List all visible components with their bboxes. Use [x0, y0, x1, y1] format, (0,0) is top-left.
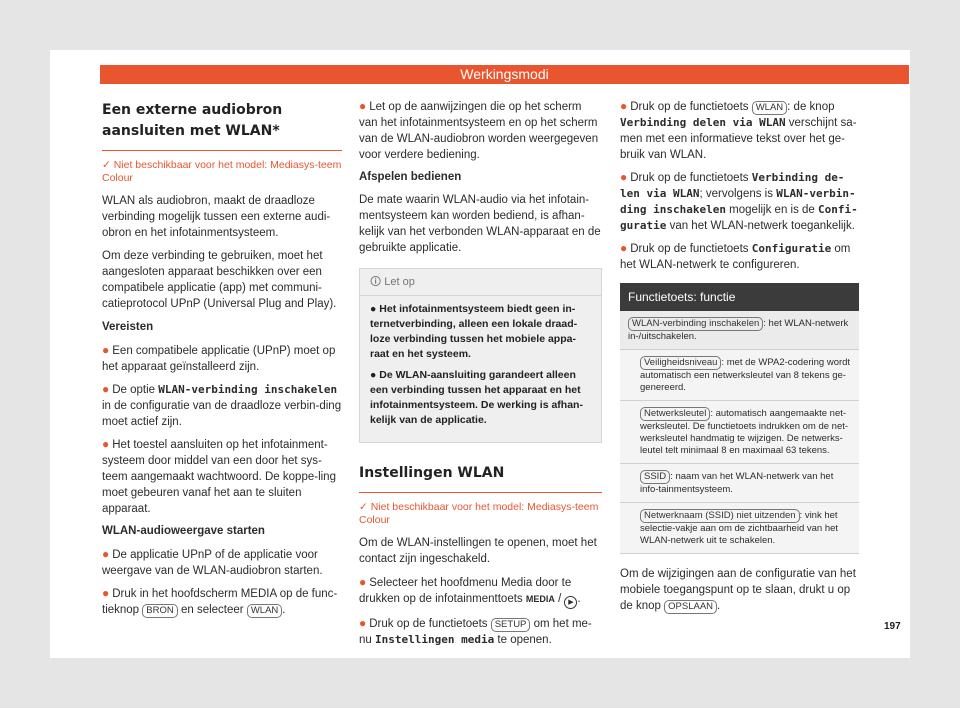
ui-label: WLAN-verbin-ding inschakelen — [620, 187, 856, 216]
bullet-icon: ● — [620, 241, 628, 255]
list-item: ● Druk op de functietoets Configuratie om het WLAN-netwerk te configureren. — [620, 241, 851, 271]
column-1 — [102, 100, 342, 624]
subheading: WLAN-audioweergave starten — [102, 525, 265, 537]
section-heading: Instellingen WLAN — [359, 465, 505, 481]
note-body — [360, 296, 601, 442]
table-row: Netwerknaam (SSID) niet uitzenden : vink het selectie-vakje aan om de zichtbaarheid van het WLAN-netwerk uit te schakelen. — [620, 503, 859, 554]
ui-label: Confi-guratie — [620, 203, 858, 232]
function-key: BRON — [142, 604, 177, 618]
list-item: ● Druk op de functietoets SETUP om het me-nu Instellingen media te openen. — [359, 616, 592, 646]
subheading: Vereisten — [102, 321, 154, 333]
check-icon: ✓ — [359, 501, 371, 513]
list-item: ● Selecteer het hoofdmenu Media door te drukken op de infotainmenttoets MEDIA / ▶ . — [359, 574, 602, 609]
section-header: Werkingsmodi — [100, 65, 909, 84]
list-item: ● Het toestel aansluiten op het infotainment-systeem door middel van een door het sys-teem aangemaakt wachtwoord. De koppe-ling moet gebeuren vanaf het aan te sluiten apparaat. — [102, 437, 336, 515]
note-box — [359, 268, 602, 443]
list-item: ● De applicatie UPnP of de applicatie voor weergave van de WLAN-audiobron starten. — [102, 547, 323, 577]
heading-wrap — [359, 463, 602, 493]
bullet-icon: ● — [102, 547, 110, 561]
function-key: OPSLAAN — [664, 600, 717, 614]
heading-wrap — [102, 100, 342, 151]
paragraph: Om de wijzigingen aan de configuratie van het mobiele toegangspunt op te slaan, drukt u op de knop OPSLAAN . — [620, 568, 856, 612]
list-item: ● Let op de aanwijzingen die op het scherm van het infotainmentsysteem en op het scherm van de WLAN-audiobron worden weergegeven voor verdere bediening. — [359, 99, 599, 161]
table-row: Veiligheidsniveau : met de WPA2-codering wordt automatisch een netwerksleutel van 8 tekens ge-genereerd. — [620, 350, 859, 401]
list-item: ● Een compatibele applicatie (UPnP) moet op het apparaat geïnstalleerd zijn. — [102, 343, 336, 373]
paragraph: Om de WLAN-instellingen te openen, moet het contact zijn ingeschakeld. — [359, 537, 597, 565]
note-header: 🛈 Let op — [360, 269, 601, 296]
list-item: ● De optie WLAN-verbinding inschakelen in de configuratie van de draadloze verbin-ding moet actief zijn. — [102, 382, 342, 428]
note-item: ● Het infotainmentsysteem biedt geen in-ternetverbinding, alleen een lokale draad-loze verbinding tussen het mobiele appa-raat en het systeem. — [370, 303, 578, 360]
bullet-icon: ● — [359, 99, 367, 113]
table-header: Functietoets: functie — [620, 283, 859, 311]
bullet-icon: ● — [102, 382, 110, 396]
table-row: SSID : naam van het WLAN-netwerk van het info-tainmentsysteem. — [620, 464, 859, 503]
bullet-icon: ● — [370, 303, 380, 315]
function-key: WLAN-verbinding inschakelen — [628, 317, 763, 331]
play-circle-icon: ▶ — [564, 596, 577, 609]
column-3 — [620, 98, 859, 621]
column-2 — [359, 98, 602, 654]
list-item: ● Druk op de functietoets Verbinding de-len via WLAN; vervolgens is WLAN-verbin-ding inschakelen mogelijk en is de Confi-guratie van het WLAN-netwerk toegankelijk. — [620, 170, 858, 232]
bullet-icon: ● — [359, 616, 367, 630]
list-item: ● Druk op de functietoets WLAN : de knop Verbinding delen via WLAN verschijnt sa-men met een informatieve tekst over het ge-bruik van WLAN. — [620, 99, 857, 161]
paragraph: De mate waarin WLAN-audio via het infotain-mentsysteem kan worden bediend, is afhan-kelijk van het verbonden WLAN-apparaat en de gebruikte applicatie. — [359, 194, 601, 254]
page-number: 197 — [884, 621, 901, 632]
function-key: WLAN — [247, 604, 282, 618]
table-row: Netwerksleutel : automatisch aangemaakte net-werksleutel. De functietoets indrukken om de net-werksleutel handmatig te wijzigen. De netwerks-leutel telt minimaal 8 en maximaal 63 tekens. — [620, 401, 859, 464]
media-key-label: MEDIA — [525, 594, 555, 604]
function-key: Netwerknaam (SSID) niet uitzenden — [640, 509, 800, 523]
availability-note: ✓ Niet beschikbaar voor het model: Mediasys-teem Colour — [359, 501, 599, 526]
check-icon: ✓ — [102, 159, 114, 171]
function-key: SSID — [640, 470, 670, 484]
bullet-icon: ● — [102, 437, 110, 451]
section-heading: Een externe audiobron aansluiten met WLAN* — [102, 102, 283, 139]
function-key: Netwerksleutel — [640, 407, 710, 421]
subheading: Afspelen bedienen — [359, 171, 462, 183]
bullet-icon: ● — [620, 99, 628, 113]
note-item: ● De WLAN-aansluiting garandeert alleen een verbinding tussen het apparaat en het infotainmentsysteem. De werking is afhan-kelijk van de applicatie. — [370, 369, 583, 426]
bullet-icon: ● — [102, 343, 110, 357]
function-key: Veiligheidsniveau — [640, 356, 721, 370]
function-key: WLAN — [752, 101, 787, 115]
ui-label: Configuratie — [751, 242, 832, 255]
ui-label: WLAN-verbinding inschakelen — [158, 383, 338, 396]
bullet-icon: ● — [370, 369, 380, 381]
paragraph: WLAN als audiobron, maakt de draadloze verbinding mogelijk tussen een externe audi-obron en het infotainmentsysteem. — [102, 195, 331, 239]
table-row: WLAN-verbinding inschakelen : het WLAN-netwerk in-/uitschakelen. — [620, 311, 859, 350]
note-icon: 🛈 — [370, 276, 382, 288]
bullet-icon: ● — [620, 170, 628, 184]
bullet-icon: ● — [359, 575, 367, 589]
ui-label: Verbinding delen via WLAN — [620, 116, 786, 129]
ui-label: Instellingen media — [375, 633, 495, 646]
paragraph: Om deze verbinding te gebruiken, moet het aangesloten apparaat beschikken over een compatibele applicatie (app) met communi-catieprotocol UPnP (Universal Plug and Play). — [102, 250, 337, 310]
function-table — [620, 283, 859, 554]
availability-note: ✓ Niet beschikbaar voor het model: Mediasys-teem Colour — [102, 159, 342, 184]
list-item: ● Druk in het hoofdscherm MEDIA op de func-tieknop BRON en selecteer WLAN . — [102, 586, 338, 616]
bullet-icon: ● — [102, 586, 110, 600]
function-key: SETUP — [491, 618, 531, 632]
ui-label: Verbinding de-len via WLAN — [620, 171, 845, 200]
